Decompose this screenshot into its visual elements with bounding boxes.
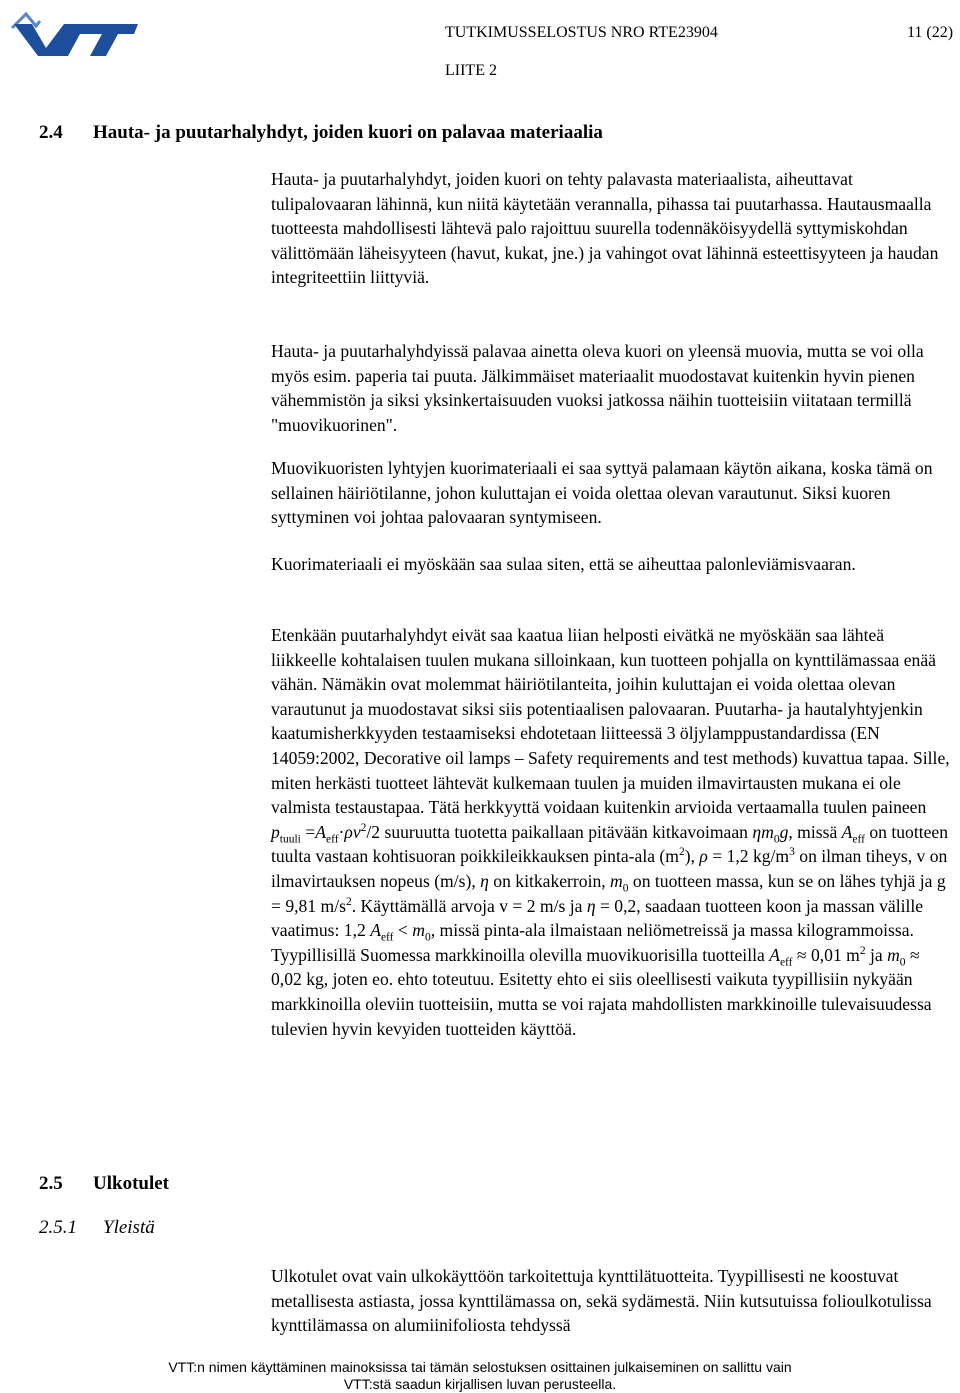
report-number: TUTKIMUSSELOSTUS NRO RTE23904 bbox=[445, 24, 718, 41]
paragraph-5: Etenkään puutarhalyhdyt eivät saa kaatua liian helposti eivätkä ne myöskään saa lähteä liikkeelle kohtalaisen tuulen mukana silloinkaan, kun tuotteen pohjalla on kynttilämassaa enää vähän. Nämäkin ovat molemmat häiriötilanteita, joihin kuluttajan ei voida olettaa olevan varautunut ja muodostavat siksi siis potentiaalisen palovaaran. Puutarha- ja hautalyhtyjenkin kaatumisherkkyyden testaamiseksi ehdotetaan liitteessä 3 öljylamppustandardissa (EN 14059:2002, Decorative oil lamps – Safety requirements and test methods) kuvattua tapaa. Sille, miten herkästi tuotteet lähtevät kulkemaan tuulen ja muiden ilmavirtausten mukana ei ole valmista testaustapaa. Tätä herkkyyttä voidaan kuitenkin arvioida vertaamalla tuulen paineen $p_{tuuli} =A_{eff}\cdot\rho v^2/2$ suuruutta tuotetta paikallaan pitävään kitkavoimaan $\eta m_0g$, missä $A_{eff}$ on tuotteen tuulta vastaan kohtisuoran poikkileikkauksen pinta-ala $(m^2)$, ρ = 1,2 $kg/m^3$ on ilman tiheys, v on ilmavirtauksen nopeus (m/s), η on kitkakerroin, $m_0$ on tuotteen massa, kun se on lähes tyhjä ja g = 9,81 $m/s^2$. Käyttämällä arvoja v = 2 m/s ja η = 0,2, saadaan tuotteen koon ja massan välille vaatimus: 1,2 $A_{eff} < m_0$, missä pinta-ala ilmaistaan neliömetreissä ja massa kilogrammoissa. Tyypillisillä Suomessa markkinoilla olevilla muovikuorisilla tuotteilla $A_{eff} \approx 0,01$ $m^2$ ja $m_0 \approx 0,02$ kg, joten eo. ehto toteutuu. Esitetty ehto ei siis oleellisesti vaikuta tyypillisiin nykyään markkinoilla oleviin tuotteisiin, mutta se voi rajata mahdollisten markkinoille tulevaisuudessa tulevien hyvin kevyiden tuotteiden käyttöä. bbox=[271, 625, 950, 1039]
appendix-label: LIITE 2 bbox=[445, 62, 497, 79]
page-number: 11 (22) bbox=[907, 24, 954, 41]
section-title-2-5: Ulkotulet bbox=[93, 1173, 169, 1194]
paragraph-2-5-1: Ulkotulet ovat vain ulkokäyttöön tarkoitettuja kynttilätuotteita. Tyypillisesti ne koostuvat metallisesta astiasta, jossa kynttilämassa on, sekä sydämestä. Niin kutsutuissa folioulkotulissa kynttilämassa on alumiinifoliosta tehdyssä bbox=[271, 1266, 932, 1336]
section-number: 2.4 bbox=[39, 122, 63, 143]
footer-line-1: VTT:n nimen käyttäminen mainoksissa tai tämän selostuksen osittainen julkaiseminen on sallittu vain bbox=[168, 1359, 792, 1375]
section-title: Hauta- ja puutarhalyhdyt, joiden kuori on palavaa materiaalia bbox=[93, 122, 603, 143]
paragraph-2: Hauta- ja puutarhalyhdyissä palavaa ainetta oleva kuori on yleensä muovia, mutta se voi olla myös esim. paperia tai puuta. Jälkimmäiset materiaalit muodostavat kuitenkin hyvin pienen vähemmistön ja siksi yksinkertaisuuden vuoksi jatkossa näihin tuotteisiin viitataan termillä "muovikuorinen". bbox=[271, 341, 924, 435]
paragraph-1: Hauta- ja puutarhalyhdyt, joiden kuori on tehty palavasta materiaalista, aiheuttavat tulipalovaaran lähinnä, kun niitä käytetään verannalla, pihassa tai puutarhassa. Hautausmaalla tuotteesta mahdollisesti lähtevä palo rajoittuu suurella todennäköisyydellä syttymiskohdan välittömään läheisyyteen (havut, kukat, jne.) ja vahingot ovat lähinnä esteettisyyteen ja haudan integriteettiin liittyviä. bbox=[271, 169, 939, 288]
subsection-number: 2.5.1 bbox=[39, 1217, 77, 1238]
paragraph-3: Muovikuoristen lyhtyjen kuorimateriaali ei saa syttyä palamaan käytön aikana, koska tämä on sellainen häiriötilanne, johon kuluttajan ei voida olettaa olevan varautunut. Siksi kuoren syttyminen voi johtaa palovaaran syntymiseen. bbox=[271, 458, 933, 528]
footer-line-2: VTT:stä saadun kirjallisen luvan perusteella. bbox=[343, 1376, 617, 1392]
paragraph-4: Kuorimateriaali ei myöskään saa sulaa siten, että se aiheuttaa palonleviämisvaaran. bbox=[271, 554, 856, 574]
vtt-logo bbox=[6, 6, 138, 58]
section-number-2-5: 2.5 bbox=[39, 1173, 63, 1194]
subsection-title: Yleistä bbox=[103, 1217, 155, 1238]
